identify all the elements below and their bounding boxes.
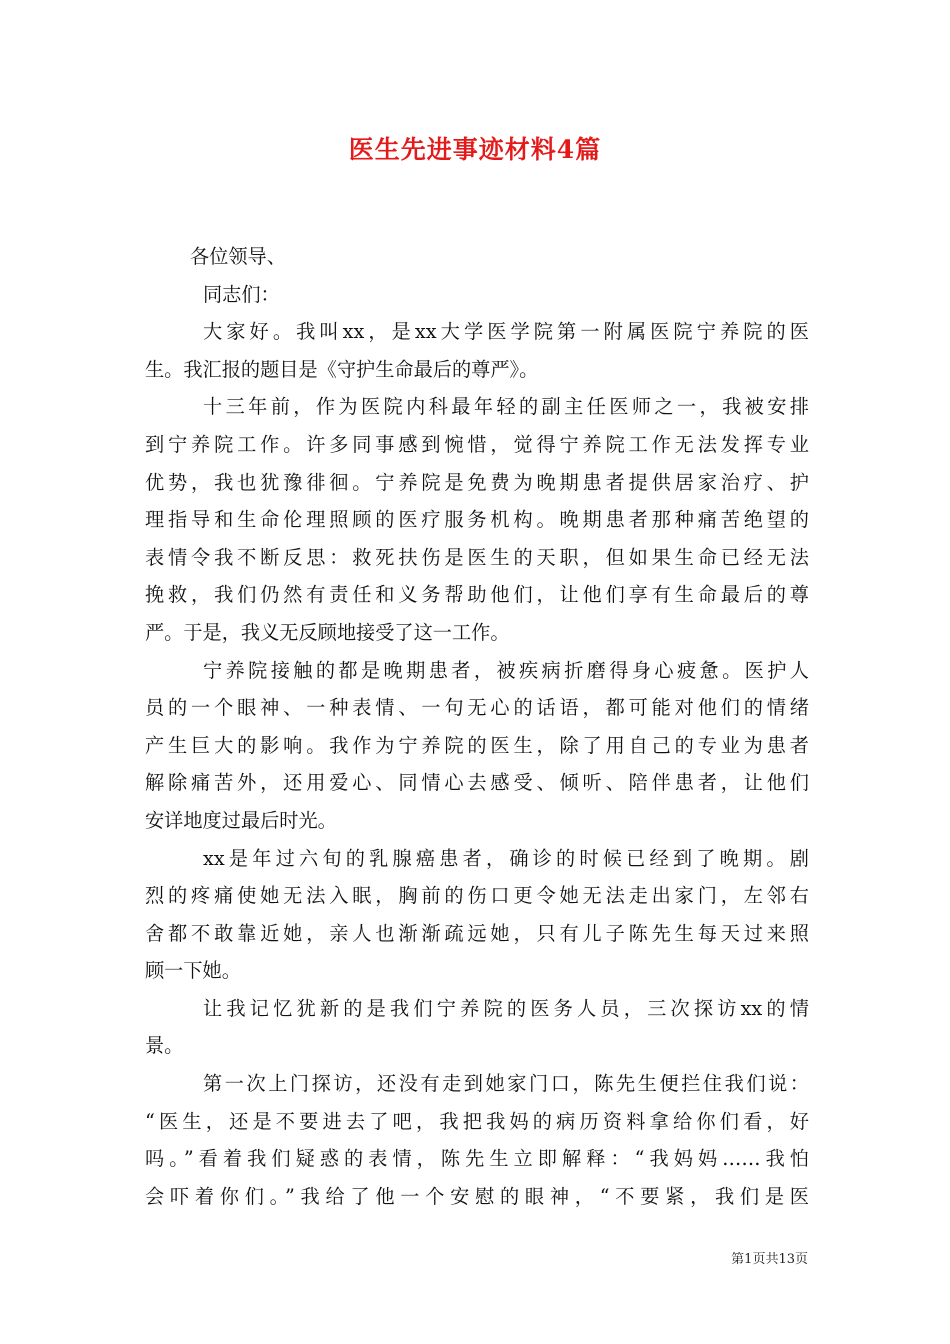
paragraph-line: 大家好。我叫xx，是xx大学医学院第一附属医院宁养院的医 [203, 320, 809, 344]
paragraph-line: 安详地度过最后时光。 [145, 808, 337, 832]
paragraph-line: 严。于是，我义无反顾地接受了这一工作。 [145, 620, 510, 644]
greeting-line: 各位领导、 [190, 245, 286, 268]
paragraph-line: 十三年前，作为医院内科最年轻的副主任医师之一，我被安排 [203, 395, 809, 419]
page-number-footer: 第1页共13页 [731, 1252, 808, 1267]
paragraph-line: 吗。”看着我们疑惑的表情，陈先生立即解释：“我妈妈……我怕 [145, 1147, 809, 1171]
paragraph-line: 理指导和生命伦理照顾的医疗服务机构。晚期患者那种痛苦绝望的 [145, 508, 809, 532]
paragraph-line: 表情令我不断反思：救死扶伤是医生的天职，但如果生命已经无法 [145, 545, 809, 569]
paragraph-line: “医生，还是不要进去了吧，我把我妈的病历资料拿给你们看，好 [145, 1109, 809, 1133]
document-body [145, 238, 809, 1215]
paragraph-line: 舍都不敢靠近她，亲人也渐渐疏远她，只有儿子陈先生每天过来照 [145, 921, 809, 945]
paragraph-line: 顾一下她。 [145, 959, 241, 983]
paragraph-line: 生。我汇报的题目是《守护生命最后的尊严》。 [145, 357, 539, 381]
greeting-line: 同志们： [203, 282, 280, 306]
paragraph-line: 烈的疼痛使她无法入眠，胸前的伤口更令她无法走出家门，左邻右 [145, 884, 809, 908]
paragraph-line: 产生巨大的影响。我作为宁养院的医生，除了用自己的专业为患者 [145, 733, 809, 757]
paragraph-line: 让我记忆犹新的是我们宁养院的医务人员，三次探访xx的情 [203, 996, 809, 1020]
paragraph-line: 景。 [145, 1034, 184, 1058]
paragraph-line: 员的一个眼神、一种表情、一句无心的话语，都可能对他们的情绪 [145, 696, 809, 720]
paragraph-line: 挽救，我们仍然有责任和义务帮助他们，让他们享有生命最后的尊 [145, 583, 809, 607]
paragraph-line: 优势，我也犹豫徘徊。宁养院是免费为晚期患者提供居家治疗、护 [145, 470, 809, 494]
paragraph-line: 会吓着你们。”我给了他一个安慰的眼神，“不要紧，我们是医 [145, 1184, 809, 1208]
document-title: 医生先进事迹材料4篇 [348, 135, 602, 164]
paragraph-line: 第一次上门探访，还没有走到她家门口，陈先生便拦住我们说： [203, 1072, 809, 1096]
paragraph-line: xx是年过六旬的乳腺癌患者，确诊的时候已经到了晚期。剧 [203, 846, 809, 870]
paragraph-line: 宁养院接触的都是晚期患者，被疾病折磨得身心疲惫。医护人 [203, 658, 809, 682]
paragraph-line: 到宁养院工作。许多同事感到惋惜，觉得宁养院工作无法发挥专业 [145, 432, 809, 456]
paragraph-line: 解除痛苦外，还用爱心、同情心去感受、倾听、陪伴患者，让他们 [145, 771, 809, 795]
